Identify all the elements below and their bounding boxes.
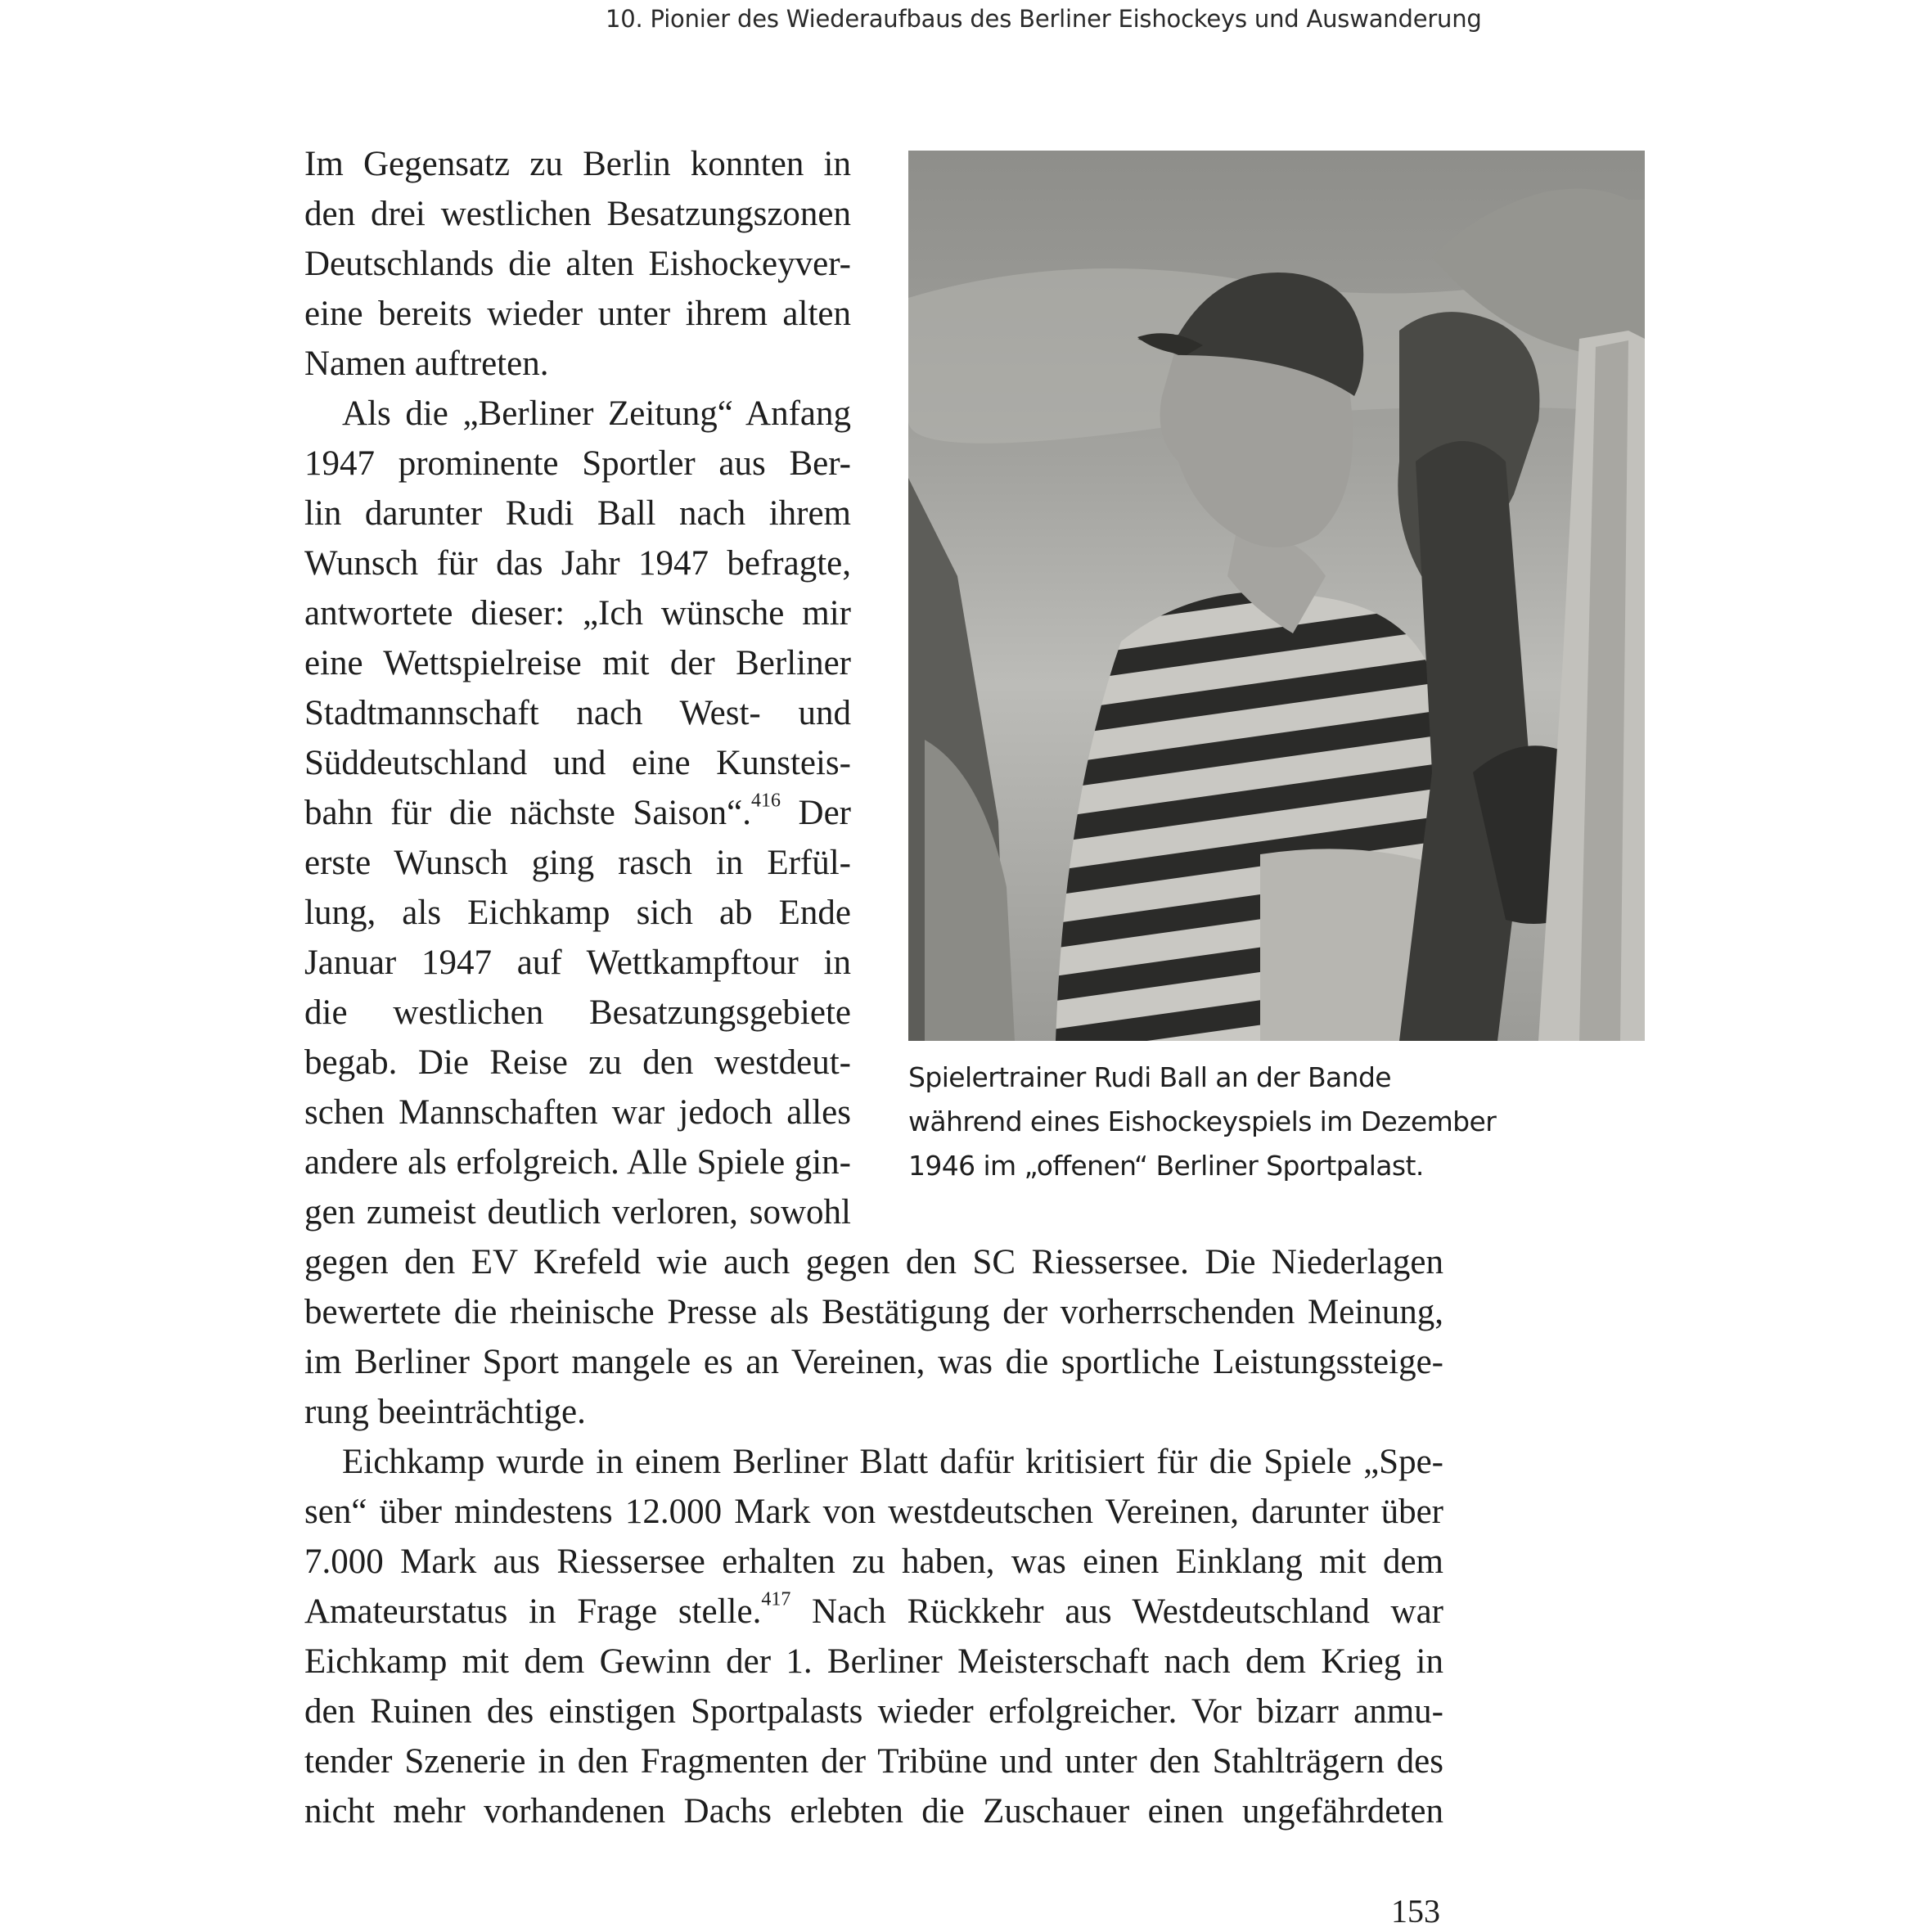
body-line: 1947 prominente Sportler aus Ber- [304, 444, 851, 483]
body-line: den drei westlichen Besatzungszonen [304, 195, 851, 233]
body-line: den Ruinen des einstigen Sportpalasts wieder erfolgreicher. Vor bizarr anmu- [304, 1692, 1443, 1731]
body-line-with-footnote [304, 788, 851, 838]
body-line: lung, als Eichkamp sich ab Ende [304, 894, 851, 932]
body-line: gen zumeist deutlich verloren, sowohl [304, 1193, 851, 1232]
body-line: Im Gegensatz zu Berlin konnten in [304, 145, 851, 183]
body-line: sen“ über mindestens 12.000 Mark von westdeutschen Vereinen, darunter über [304, 1493, 1443, 1531]
body-line: Stadtmannschaft nach West- und [304, 694, 851, 732]
body-line: tender Szenerie in den Fragmenten der Tribüne und unter den Stahlträgern des [304, 1742, 1443, 1781]
figure-caption-line: während eines Eishockeyspiels im Dezember [908, 1106, 1497, 1137]
page-number: 153 [1391, 1893, 1440, 1930]
body-line: erste Wunsch ging rasch in Erfül- [304, 844, 851, 882]
body-line: im Berliner Sport mangele es an Vereinen, was die sportliche Leistungssteige- [304, 1343, 1443, 1381]
body-line: bewertete die rheinische Presse als Bestätigung der vorherrschenden Meinung, [304, 1293, 1443, 1331]
text-segment: bahn für die nächste Saison“. [304, 794, 751, 832]
body-line: Eichkamp mit dem Gewinn der 1. Berliner Meisterschaft nach dem Krieg in [304, 1642, 1443, 1681]
body-line: schen Mannschaften war jedoch alles [304, 1093, 851, 1132]
body-line-with-footnote [304, 1587, 1443, 1637]
body-line: Süddeutschland und eine Kunsteis- [304, 744, 851, 782]
body-line: nicht mehr vorhandenen Dachs erlebten die Zuschauer einen ungefährdeten [304, 1792, 1443, 1831]
text-segment: Amateurstatus in Frage stelle. [304, 1592, 762, 1631]
body-line: rung beeinträchtige. [304, 1393, 586, 1431]
body-line: Wunsch für das Jahr 1947 befragte, [304, 544, 851, 583]
body-line: Eichkamp wurde in einem Berliner Blatt dafür kritisiert für die Spiele „Spe- [342, 1443, 1443, 1481]
body-line: Januar 1947 auf Wettkampftour in [304, 943, 851, 982]
footnote-marker: 416 [750, 790, 781, 812]
body-line: 7.000 Mark aus Riessersee erhalten zu haben, was einen Einklang mit dem [304, 1542, 1443, 1581]
figure-caption-line: 1946 im „offenen“ Berliner Sportpalast. [908, 1150, 1424, 1182]
body-line: Als die „Berliner Zeitung“ Anfang [342, 394, 851, 433]
body-line: lin darunter Rudi Ball nach ihrem [304, 494, 851, 533]
body-line: eine bereits wieder unter ihrem alten [304, 295, 851, 333]
text-segment: Nach Rückkehr aus Westdeutschland war [790, 1592, 1444, 1631]
text-segment: Der [780, 794, 851, 832]
body-line: andere als erfolgreich. Alle Spiele gin- [304, 1143, 851, 1182]
body-line: Namen auftreten. [304, 345, 549, 383]
photo-illustration [908, 151, 1645, 1041]
photograph [908, 151, 1645, 1041]
body-line: begab. Die Reise zu den westdeut- [304, 1043, 851, 1082]
body-line: gegen den EV Krefeld wie auch gegen den SC Riessersee. Die Niederlagen [304, 1243, 1443, 1281]
body-line: eine Wettspielreise mit der Berliner [304, 644, 851, 682]
body-line: Deutschlands die alten Eishockeyver- [304, 245, 851, 283]
body-line: antwortete dieser: „Ich wünsche mir [304, 594, 851, 633]
body-line: die westlichen Besatzungsgebiete [304, 993, 851, 1032]
running-head: 10. Pionier des Wiederaufbaus des Berliner Eishockeys und Auswanderung [606, 5, 1482, 33]
figure-caption-line: Spielertrainer Rudi Ball an der Bande [908, 1061, 1391, 1093]
footnote-marker: 417 [761, 1588, 791, 1610]
